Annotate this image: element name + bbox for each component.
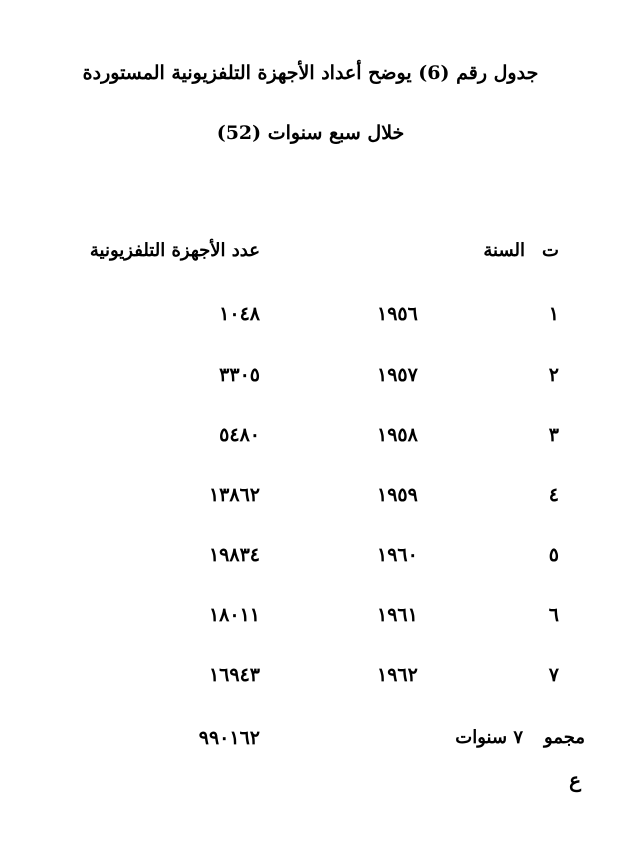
row-6-count: ١٨٠١١ xyxy=(208,604,260,626)
row-7-count: ١٦٩٤٣ xyxy=(208,664,260,686)
table-caption-line-1: جدول رقم (6) يوضح أعداد الأجهزة التلفزيونية المستوردة xyxy=(82,62,539,84)
total-years: ٧ سنوات xyxy=(455,727,523,748)
row-1-year: ١٩٥٦ xyxy=(377,303,418,325)
row-7-index: ٧ xyxy=(548,664,559,686)
row-4-year: ١٩٥٩ xyxy=(377,484,418,506)
row-5-index: ٥ xyxy=(548,544,559,566)
row-4-count: ١٣٨٦٢ xyxy=(208,484,260,506)
row-3-year: ١٩٥٨ xyxy=(377,424,418,446)
total-label: مجمو xyxy=(544,727,585,748)
total-label-continuation: ع xyxy=(569,768,581,792)
row-1-index: ١ xyxy=(548,303,559,325)
row-5-year: ١٩٦٠ xyxy=(377,544,418,566)
total-count: ٩٩٠١٦٢ xyxy=(198,727,260,749)
row-7-year: ١٩٦٢ xyxy=(377,664,418,686)
table-caption-line-2: خلال سبع سنوات (52) xyxy=(216,122,405,144)
header-count: عدد الأجهزة التلفزيونية xyxy=(89,240,260,261)
row-3-index: ٣ xyxy=(548,424,559,446)
header-index: ت xyxy=(542,240,559,261)
row-2-count: ٣٣٠٥ xyxy=(219,364,260,386)
row-6-year: ١٩٦١ xyxy=(377,604,418,626)
row-5-count: ١٩٨٣٤ xyxy=(208,544,260,566)
row-1-count: ١٠٤٨ xyxy=(219,303,260,325)
header-year: السنة xyxy=(483,240,525,261)
row-4-index: ٤ xyxy=(548,484,559,506)
row-2-index: ٢ xyxy=(548,364,559,386)
row-2-year: ١٩٥٧ xyxy=(377,364,418,386)
row-3-count: ٥٤٨٠ xyxy=(219,424,260,446)
row-6-index: ٦ xyxy=(548,604,559,626)
